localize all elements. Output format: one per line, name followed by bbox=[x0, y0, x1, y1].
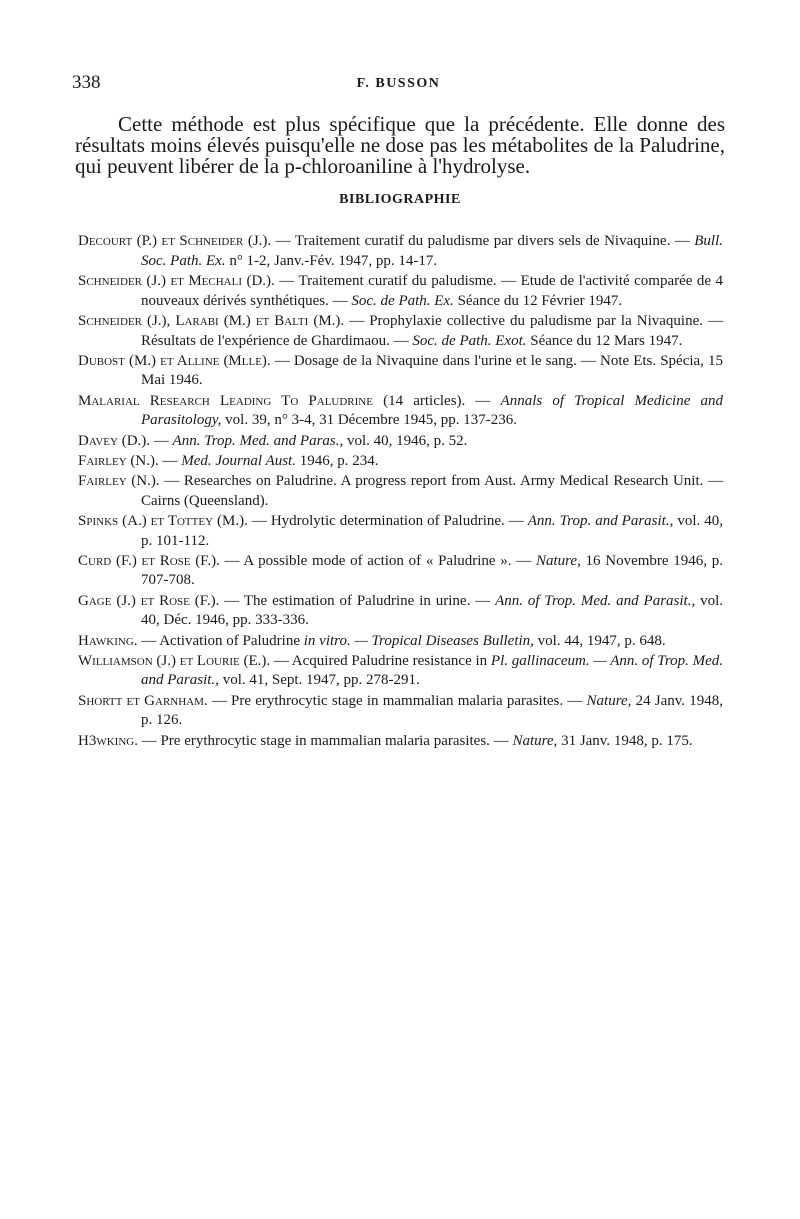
entry-title: — The estimation of Paludrine in urine. — bbox=[219, 592, 496, 609]
entry-source: Nature, bbox=[512, 732, 558, 749]
entry-title: — Activation of Paludrine bbox=[137, 632, 304, 649]
entry-authors: Schneider (J.), Larabi (M.) et Balti (M.). bbox=[78, 312, 345, 329]
entry-source: Med. Journal Aust. bbox=[181, 452, 296, 469]
bibliography-entry bbox=[78, 552, 723, 591]
entry-title: — Pre erythrocytic stage in mammalian malaria parasites. — bbox=[207, 692, 587, 709]
entry-source: in vitro. — Tropical Diseases Bulletin, bbox=[303, 632, 534, 649]
entry-details: Séance du 12 Mars 1947. bbox=[526, 332, 683, 349]
entry-authors: Schneider (J.) et Mechali (D.). bbox=[78, 272, 275, 289]
entry-title: — Traitement curatif du paludisme par divers sels de Nivaquine. — bbox=[271, 233, 695, 249]
entry-source: Ann. Trop. and Parasit., bbox=[527, 512, 674, 529]
entry-details: vol. 40, 1946, p. 52. bbox=[343, 432, 468, 449]
entry-source: Nature, bbox=[535, 552, 581, 569]
entry-title: — Traitement curatif du paludisme. — Etude de l'activité comparée de 4 nouveaux dérivés synthétiques. — bbox=[141, 272, 723, 309]
bibliography-entry bbox=[78, 272, 723, 311]
entry-details: 31 Janv. 1948, p. 175. bbox=[557, 732, 693, 749]
entry-title: — Pre erythrocytic stage in mammalian malaria parasites. — bbox=[137, 732, 513, 749]
entry-authors: Hawking. bbox=[78, 632, 138, 649]
entry-authors: Dubost (M.) et Alline (Mlle). bbox=[78, 352, 271, 369]
bibliography-entry bbox=[78, 312, 723, 351]
entry-details: vol. 40, p. 101-112. bbox=[141, 512, 723, 549]
bibliography-entry bbox=[78, 352, 723, 391]
bibliography-entry bbox=[78, 472, 723, 511]
entry-authors: Davey (D.). bbox=[78, 432, 151, 449]
entry-authors: Shortt et Garnham. bbox=[78, 692, 208, 709]
bibliography-list bbox=[78, 232, 723, 752]
entry-title: — Hydrolytic determination of Paludrine. — bbox=[247, 512, 528, 529]
entry-title: (14 articles). — bbox=[372, 392, 501, 409]
entry-details: 1946, p. 234. bbox=[295, 452, 379, 469]
entry-source: Pl. gallinaceum. — Ann. of Trop. Med. and Parasit., bbox=[141, 652, 723, 689]
intro-paragraph: Cette méthode est plus spécifique que la précédente. Elle donne des résultats moins élevés puisqu'elle ne dose pas les métabolites de la Paludrine, qui peuvent libérer de la p-chloroaniline à l'hydrolyse. bbox=[75, 112, 725, 178]
entry-source: Annals of Tropical Medicine and Parasitology, bbox=[141, 392, 723, 429]
entry-source: Nature, bbox=[586, 692, 632, 709]
bibliography-entry bbox=[78, 652, 723, 691]
bibliography-entry bbox=[78, 392, 723, 431]
entry-details: Séance du 12 Février 1947. bbox=[453, 292, 623, 309]
entry-details: vol. 40, Déc. 1946, pp. 333-336. bbox=[141, 592, 724, 629]
entry-authors: Curd (F.) et Rose (F.). bbox=[78, 552, 220, 569]
bibliography-entry bbox=[78, 732, 723, 752]
entry-title: — bbox=[150, 432, 173, 449]
entry-details: 16 Novembre 1946, p. 707-708. bbox=[141, 552, 723, 589]
page-header bbox=[72, 72, 725, 96]
page-number: 338 bbox=[72, 72, 101, 93]
entry-details: vol. 44, 1947, p. 648. bbox=[533, 632, 666, 649]
bibliography-entry bbox=[78, 512, 723, 551]
entry-source: Ann. Trop. Med. and Paras., bbox=[172, 432, 344, 449]
entry-details: n° 1-2, Janv.-Fév. 1947, pp. 14-17. bbox=[225, 252, 438, 269]
entry-authors: Fairley (N.). bbox=[78, 472, 160, 489]
entry-title: — Dosage de la Nivaquine dans l'urine et le sang. — Note Ets. Spécia, 15 Mai 1946. bbox=[141, 352, 724, 389]
entry-authors: Gage (J.) et Rose (F.). bbox=[78, 592, 220, 609]
entry-authors: H3wking. bbox=[78, 732, 138, 749]
entry-authors: Spinks (A.) et Tottey (M.). bbox=[78, 512, 248, 529]
entry-details: vol. 39, n° 3-4, 31 Décembre 1945, pp. 137-236. bbox=[221, 412, 517, 429]
entry-details: vol. 41, Sept. 1947, pp. 278-291. bbox=[218, 672, 420, 689]
entry-title: — Researches on Paludrine. A progress report from Aust. Army Medical Research Unit. — Cairns (Queensland). bbox=[141, 472, 723, 509]
bibliography-entry bbox=[78, 632, 723, 652]
running-head: F. BUSSON bbox=[356, 76, 441, 91]
entry-authors: Decourt (P.) et Schneider (J.). bbox=[78, 233, 272, 249]
entry-authors: Fairley (N.). bbox=[78, 452, 159, 469]
entry-source: Ann. of Trop. Med. and Parasit., bbox=[495, 592, 696, 609]
entry-title: — Prophylaxie collective du paludisme par la Nivaquine. — Résultats de l'expérience de Ghardimaou. — bbox=[141, 312, 723, 349]
section-title: BIBLIOGRAPHIE bbox=[339, 192, 461, 207]
entry-details: 24 Janv. 1948, p. 126. bbox=[141, 692, 723, 729]
entry-source: Soc. de Path. Exot. bbox=[412, 332, 527, 349]
entry-authors: Malarial Research Leading To Paludrine bbox=[78, 392, 373, 409]
bibliography-entry bbox=[78, 452, 723, 472]
entry-source: Soc. de Path. Ex. bbox=[351, 292, 454, 309]
entry-title: — Acquired Paludrine resistance in bbox=[270, 652, 491, 669]
entry-title: — bbox=[158, 452, 182, 469]
entry-title: — A possible mode of action of « Paludrine ». — bbox=[219, 552, 536, 569]
bibliography-entry bbox=[78, 232, 723, 271]
bibliography-entry bbox=[78, 432, 723, 452]
entry-source: Bull. Soc. Path. Ex. bbox=[141, 233, 723, 269]
entry-authors: Williamson (J.) et Lourie (E.). bbox=[78, 652, 271, 669]
bibliography-entry bbox=[78, 692, 723, 731]
bibliography-entry bbox=[78, 592, 723, 631]
